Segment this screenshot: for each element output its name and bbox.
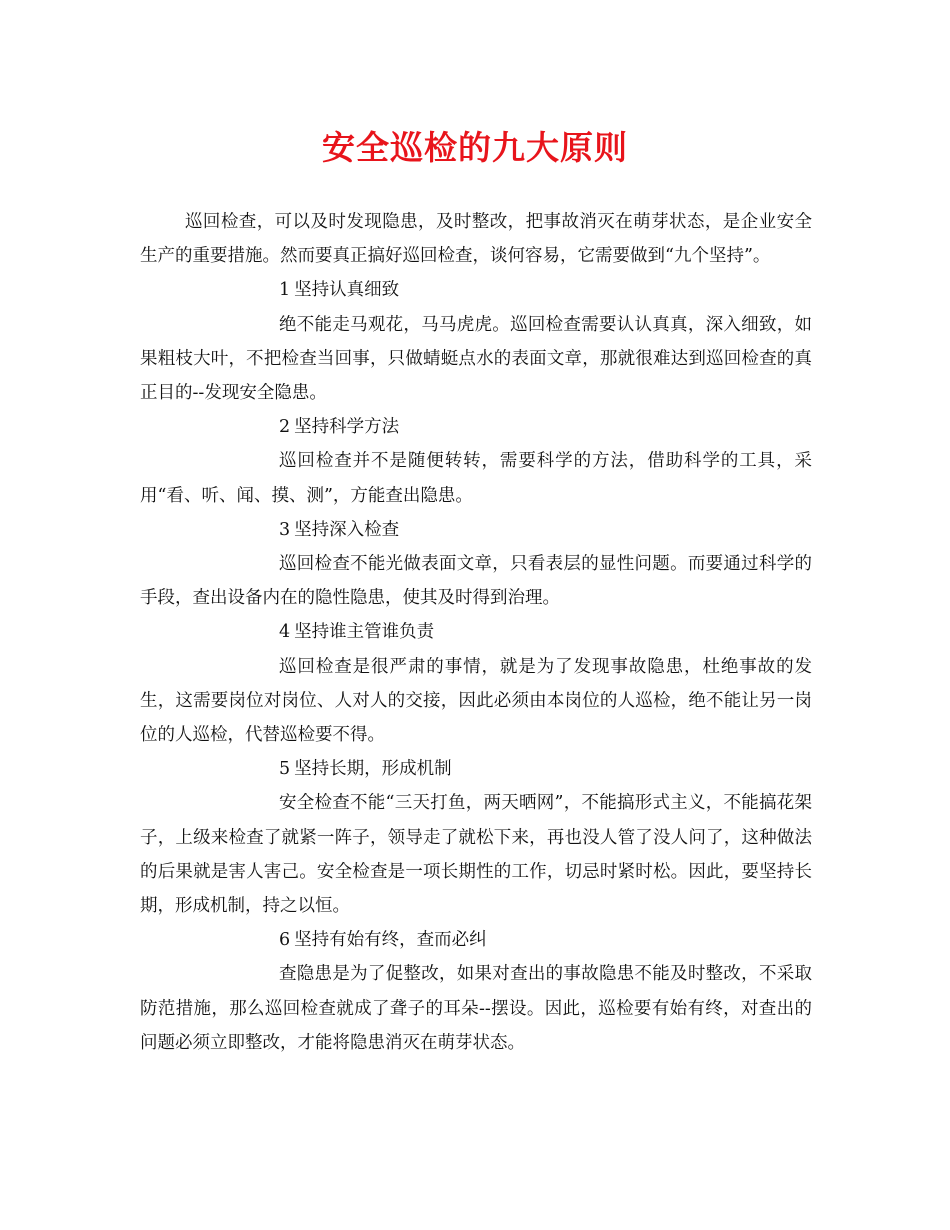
section-heading-4 (140, 615, 812, 649)
section-paragraph-1: 绝不能走马观花，马马虎虎。巡回检查需要认认真真，深入细致，如果粗枝大叶，不把检查当回事，只做蜻蜓点水的表面文章，那就很难达到巡回检查的真正目的--发现安全隐患。 (140, 314, 812, 404)
section-number: 5 (279, 759, 291, 780)
section-heading-text: 坚持长期，形成机制 (294, 759, 452, 780)
section-paragraph-6: 查隐患是为了促整改，如果对查出的事故隐患不能及时整改，不采取防范措施，那么巡回检查就成了聋子的耳朵--摆设。因此，巡检要有始有终，对查出的问题必须立即整改，才能将隐患消灭在萌芽状态。 (140, 964, 812, 1053)
section-heading-5 (140, 752, 812, 786)
section-heading-text: 坚持谁主管谁负责 (294, 622, 435, 643)
section-number: 6 (279, 930, 291, 951)
section-heading-1 (140, 273, 812, 307)
section-heading-2 (140, 410, 812, 444)
section-paragraph-3: 巡回检查不能光做表面文章，只看表层的显性问题。而要通过科学的手段，查出设备内在的隐性隐患，使其及时得到治理。 (140, 554, 812, 609)
section-paragraph-2: 巡回检查并不是随便转转，需要科学的方法，借助科学的工具，采用“看、听、闻、摸、测”，方能查出隐患。 (140, 451, 812, 506)
section-heading-text: 坚持科学方法 (294, 417, 400, 438)
section-heading-text: 坚持有始有终，查而必纠 (294, 930, 487, 951)
section-paragraph-5: 安全检查不能“三天打鱼，两天晒网”，不能搞形式主义，不能搞花架子，上级来检查了就紧一阵子，领导走了就松下来，再也没人管了没人问了，这种做法的后果就是害人害己。安全检查是一项长期性的工作，切忌时紧时松。因此，要坚持长期，形成机制，持之以恒。 (140, 793, 812, 917)
section-number: 4 (279, 622, 291, 643)
section-heading-3 (140, 513, 812, 547)
section-number: 3 (279, 519, 291, 540)
section-number: 1 (279, 280, 291, 301)
section-heading-6 (140, 923, 812, 957)
intro-paragraph: 巡回检查，可以及时发现隐患，及时整改，把事故消灭在萌芽状态，是企业安全生产的重要措施。然而要真正搞好巡回检查，谈何容易，它需要做到“九个坚持”。 (140, 212, 812, 267)
section-heading-text: 坚持深入检查 (294, 519, 400, 540)
section-paragraph-4: 巡回检查是很严肃的事情，就是为了发现事故隐患，杜绝事故的发生，这需要岗位对岗位、人对人的交接，因此必须由本岗位的人巡检，绝不能让另一岗位的人巡检，代替巡检要不得。 (140, 656, 812, 746)
document-body (140, 205, 812, 1060)
section-heading-text: 坚持认真细致 (294, 280, 400, 301)
document-title: 安全巡检的九大原则 (322, 128, 628, 167)
section-number: 2 (279, 417, 291, 438)
